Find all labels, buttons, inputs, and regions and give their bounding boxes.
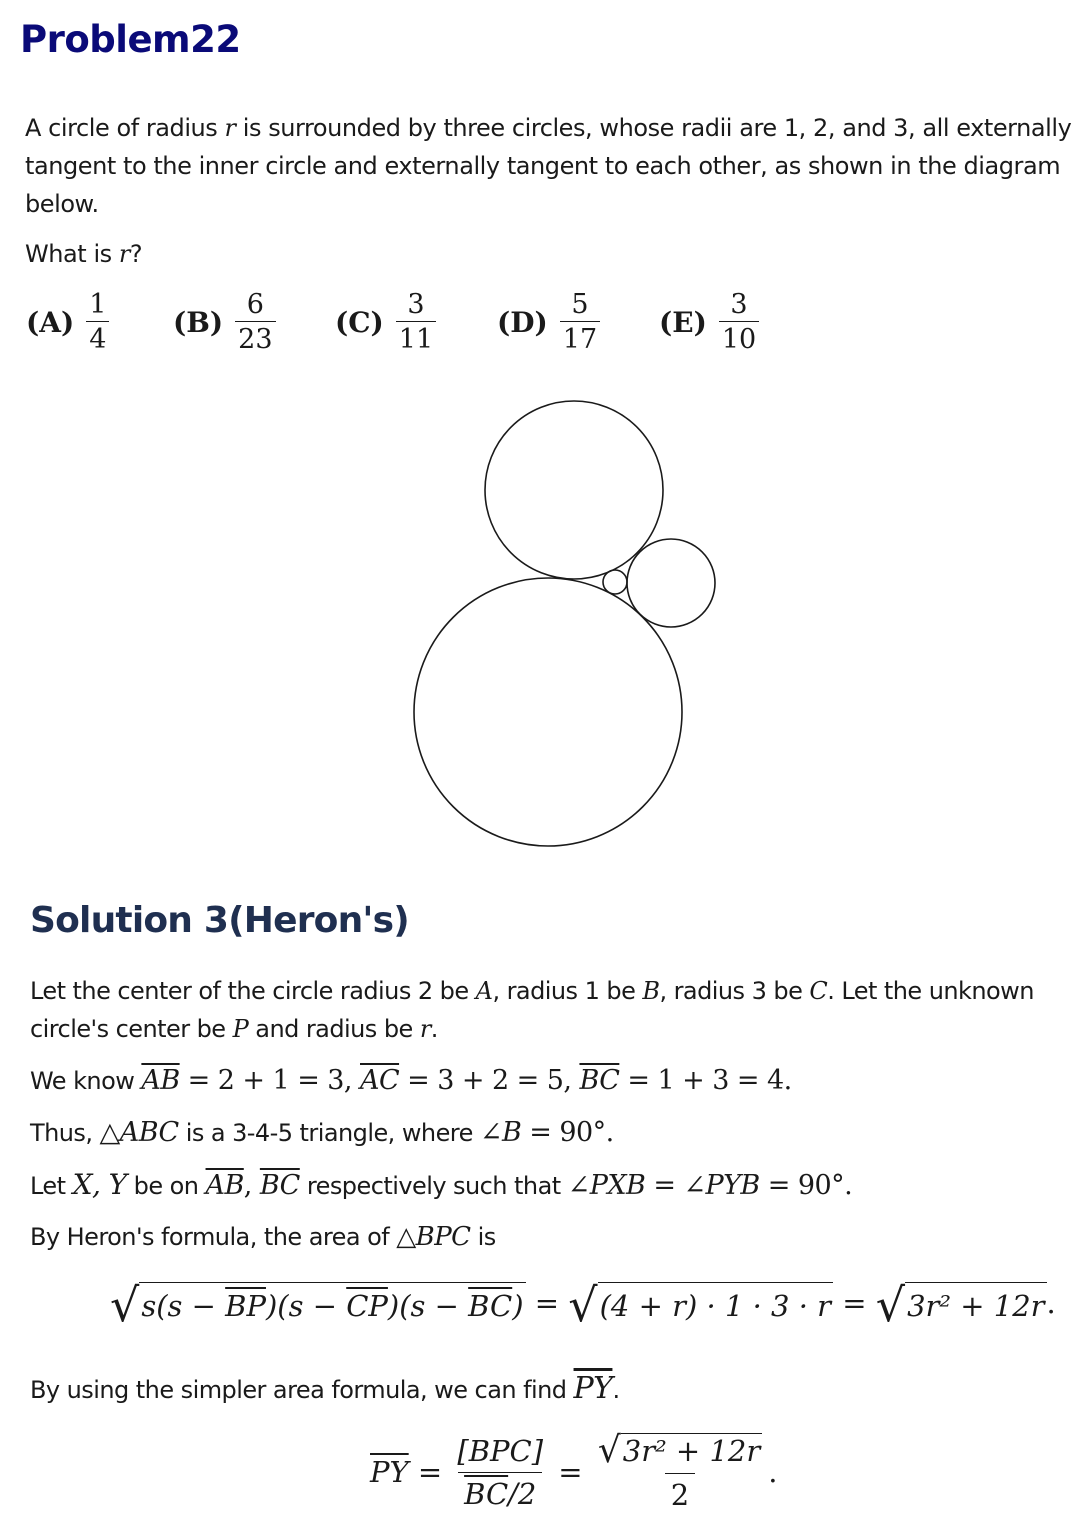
angle-pxb: ∠PXB — [567, 1170, 646, 1201]
equals-sign: = — [408, 1455, 452, 1489]
solution-text: By using the simpler area formula, we can find — [30, 1376, 574, 1404]
solution-text: is — [470, 1223, 496, 1251]
period: . — [1046, 1286, 1056, 1320]
radical-sign: √ — [568, 1278, 598, 1332]
fraction-denominator: 4 — [86, 321, 109, 356]
page-title: Problem22 — [20, 18, 241, 61]
radicand: 3r² + 12r — [905, 1282, 1046, 1328]
solution-p1-line2 — [30, 1010, 438, 1048]
segment-bc: $\overline{BC}$ — [259, 1170, 300, 1201]
triangle-bpc: BPC — [415, 1222, 471, 1252]
choice-fraction — [396, 289, 436, 356]
solution-text: Let the center of the circle radius 2 be — [30, 977, 476, 1005]
fraction-denominator: 17 — [560, 321, 600, 356]
segment-py: $\overline{PY}$ — [573, 1371, 613, 1406]
choice-letter: (A) — [26, 305, 75, 339]
solution-text: We know — [30, 1067, 142, 1095]
choice-fraction — [560, 289, 600, 356]
problem-line-1 — [25, 109, 1071, 147]
solution-p3 — [30, 1114, 614, 1152]
solution-p4 — [30, 1166, 852, 1205]
choice-fraction — [235, 289, 275, 356]
problem-question — [25, 235, 142, 273]
radicand — [139, 1282, 525, 1328]
choice-d — [497, 282, 600, 362]
point-b: B — [642, 977, 660, 1005]
solution-text: , radius 3 be — [659, 977, 810, 1005]
point-a: A — [475, 977, 493, 1005]
fraction-denominator: 10 — [719, 321, 759, 356]
sqrt-product — [568, 1278, 833, 1332]
question-text: What is — [25, 240, 119, 268]
equation-text: = — [645, 1170, 684, 1201]
solution-text: Let — [30, 1172, 73, 1200]
solution-text: and radius be — [248, 1015, 420, 1043]
triangle-symbol: △ — [99, 1117, 120, 1148]
solution-text: be on — [126, 1172, 206, 1200]
point-p: P — [232, 1015, 249, 1043]
answer-choices — [26, 282, 826, 362]
eq-text: s(s − — [141, 1289, 226, 1323]
fraction-numerator — [592, 1432, 768, 1473]
choice-fraction — [719, 289, 759, 356]
solution-title: Solution 3(Heron's) — [30, 900, 409, 941]
points-xy: X, Y — [72, 1168, 127, 1201]
choice-fraction — [86, 289, 109, 356]
circle-radius-1 — [627, 539, 715, 627]
choice-letter: (C) — [335, 305, 384, 339]
variable-r: r — [419, 1015, 431, 1043]
radicand: 3r² + 12r — [622, 1434, 761, 1468]
radical-sign: √ — [875, 1278, 906, 1332]
triangle-symbol: △ — [396, 1222, 416, 1252]
variable-r: r — [224, 114, 236, 142]
equals-sign: = — [833, 1286, 876, 1320]
solution-text: circle's center be — [30, 1015, 233, 1043]
angle-b: B — [501, 1117, 522, 1148]
question-text: ? — [129, 240, 143, 268]
segment-bc: $\overline{BC}$ — [468, 1289, 513, 1323]
solution-text: respectively such that — [299, 1172, 568, 1200]
heron-equation — [110, 1278, 1056, 1332]
segment-bc: $\overline{BC}$ — [464, 1476, 509, 1511]
segment-ab: $\overline{AB}$ — [141, 1065, 180, 1096]
fraction-numerator: 1 — [89, 288, 107, 320]
fraction-denominator — [458, 1472, 542, 1511]
circle-radius-2 — [485, 401, 663, 579]
eq-text: /2 — [508, 1476, 537, 1511]
choice-letter: (E) — [659, 305, 707, 339]
choice-letter: (B) — [173, 305, 224, 339]
segment-ac: $\overline{AC}$ — [360, 1065, 400, 1096]
choice-e — [659, 282, 759, 362]
sqrt-result — [875, 1278, 1047, 1332]
fraction-numerator: 5 — [571, 288, 589, 320]
fraction-numerator: 3 — [407, 288, 425, 320]
eq-text: )(s − — [387, 1289, 469, 1323]
fraction-denominator: 2 — [665, 1473, 695, 1512]
choice-c — [335, 282, 436, 362]
problem-text: A circle of radius — [25, 114, 225, 142]
segment-cp: $\overline{CP}$ — [346, 1289, 388, 1323]
solution-text: Thus, — [30, 1119, 100, 1147]
solution-p2 — [30, 1062, 792, 1100]
equation-text: = 3 + 2 = 5, — [399, 1065, 580, 1096]
solution-text: . Let the unknown — [827, 977, 1034, 1005]
choice-letter: (D) — [497, 305, 548, 339]
solution-text: is a 3-4-5 triangle, where — [178, 1119, 480, 1147]
solution-p1-line1 — [30, 972, 1034, 1010]
angle-pyb: ∠PYB — [683, 1170, 760, 1201]
problem-text: is surrounded by three circles, whose radii are 1, 2, and 3, all externally — [235, 114, 1072, 142]
eq-text: )(s − — [265, 1289, 347, 1323]
variable-r: r — [118, 240, 130, 268]
equals-sign: = — [525, 1286, 569, 1320]
segment-py: $\overline{PY}$ — [370, 1455, 409, 1489]
eq-text: ) — [512, 1289, 524, 1323]
choice-a — [26, 282, 109, 362]
circle-radius-3 — [414, 578, 682, 846]
equation-text: , — [243, 1170, 260, 1201]
fraction-numerator: 6 — [246, 288, 264, 320]
equation-text: = 2 + 1 = 3, — [179, 1065, 360, 1096]
tangent-circles-diagram — [0, 380, 1080, 860]
problem-line-2: tangent to the inner circle and externally tangent to each other, as shown in the diagram — [25, 152, 1061, 180]
solution-text: . — [612, 1376, 620, 1404]
radicand: (4 + r) · 1 · 3 · r — [598, 1282, 833, 1328]
period: . — [768, 1455, 778, 1489]
solution-text: , radius 1 be — [492, 977, 643, 1005]
segment-bc: $\overline{BC}$ — [579, 1065, 620, 1096]
point-c: C — [809, 977, 828, 1005]
sqrt-result — [597, 1430, 762, 1471]
inner-circle-radius-r — [603, 570, 627, 594]
segment-bp: $\overline{BP}$ — [225, 1289, 266, 1323]
py-equation — [370, 1432, 777, 1512]
problem-line-3: below. — [25, 190, 99, 218]
solution-p5 — [30, 1218, 496, 1256]
fraction-sqrt-over-two — [592, 1432, 768, 1512]
fraction-numerator: [BPC] — [457, 1433, 544, 1468]
solution-text: By Heron's formula, the area of — [30, 1223, 397, 1251]
equation-text: = 1 + 3 = 4. — [619, 1065, 792, 1096]
equation-text: = 90°. — [521, 1117, 614, 1148]
fraction-denominator: 11 — [396, 321, 436, 356]
triangle-abc: ABC — [119, 1117, 179, 1148]
radical-sign: √ — [110, 1278, 140, 1332]
sqrt-heron — [110, 1278, 526, 1332]
choice-b — [173, 282, 276, 362]
solution-p6 — [30, 1370, 620, 1409]
solution-text: . — [430, 1015, 438, 1043]
fraction-denominator: 23 — [235, 321, 275, 356]
fraction-numerator: 3 — [730, 288, 748, 320]
equals-sign: = — [549, 1455, 592, 1489]
fraction-area-over-half-base — [451, 1434, 549, 1511]
segment-ab: $\overline{AB}$ — [205, 1170, 244, 1201]
equation-text: = 90°. — [759, 1170, 853, 1201]
angle-symbol: ∠ — [479, 1117, 502, 1148]
radical-sign: √ — [597, 1430, 621, 1471]
